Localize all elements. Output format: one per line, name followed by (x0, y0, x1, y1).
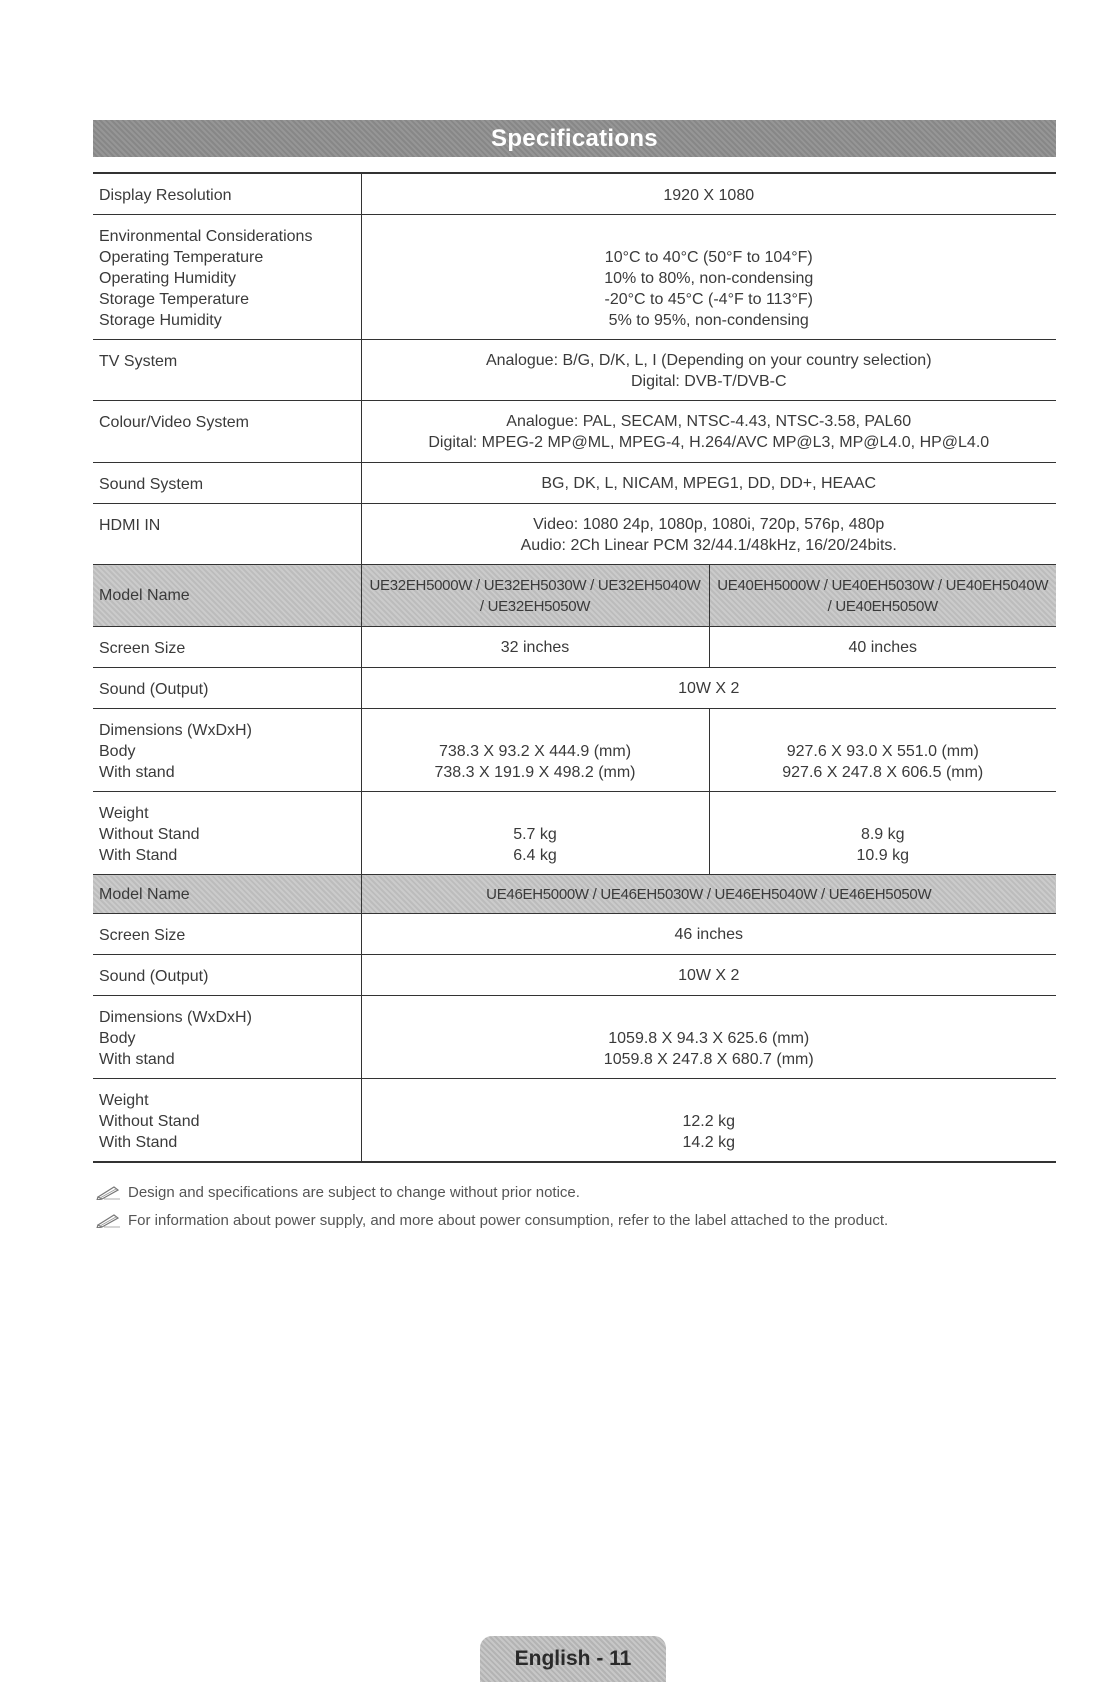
spec-row-display-resolution (93, 173, 1056, 215)
sound-output-value: 10W X 2 (361, 668, 1056, 709)
screen-size-label: Screen Size (93, 914, 361, 955)
model-name-32: UE32EH5000W / UE32EH5030W / UE32EH5040W / UE32EH5050W (361, 565, 709, 627)
dimensions-row-2 (93, 996, 1056, 1079)
spec-row-hdmi-in (93, 504, 1056, 565)
sound-output-label: Sound (Output) (93, 955, 361, 996)
sound-output-label: Sound (Output) (93, 668, 361, 709)
spec-label: Colour/Video System (93, 401, 361, 463)
weight-32: 5.7 kg 6.4 kg (361, 792, 709, 875)
weight-label: Weight Without Stand With Stand (93, 792, 361, 875)
screen-size-label: Screen Size (93, 627, 361, 668)
sound-output-value: 10W X 2 (361, 955, 1056, 996)
screen-size-40: 40 inches (709, 627, 1056, 668)
spec-row-colour-video-system (93, 401, 1056, 463)
spec-label: HDMI IN (93, 504, 361, 565)
spec-value: Analogue: PAL, SECAM, NTSC-4.43, NTSC-3.58, PAL60 Digital: MPEG-2 MP@ML, MPEG-4, H.264/AVC MP@L3, MP@L4.0, HP@L4.0 (361, 401, 1056, 463)
model-name-40: UE40EH5000W / UE40EH5030W / UE40EH5040W / UE40EH5050W (709, 565, 1056, 627)
specifications-table (93, 172, 1056, 1163)
spec-row-tv-system (93, 340, 1056, 401)
weight-40: 8.9 kg 10.9 kg (709, 792, 1056, 875)
model-name-label: Model Name (93, 565, 361, 627)
dimensions-row-1 (93, 709, 1056, 792)
note-text: Design and specifications are subject to change without prior notice. (128, 1183, 580, 1201)
spec-row-sound-system (93, 463, 1056, 504)
note-text: For information about power supply, and more about power consumption, refer to the label attached to the product. (128, 1211, 889, 1229)
note-item (96, 1178, 1056, 1206)
spec-label: TV System (93, 340, 361, 401)
screen-size-46: 46 inches (361, 914, 1056, 955)
dimensions-label: Dimensions (WxDxH) Body With stand (93, 709, 361, 792)
dimensions-label: Dimensions (WxDxH) Body With stand (93, 996, 361, 1079)
weight-row-2 (93, 1079, 1056, 1163)
sound-output-row-2 (93, 955, 1056, 996)
model-name-46: UE46EH5000W / UE46EH5030W / UE46EH5040W / UE46EH5050W (361, 875, 1056, 914)
pencil-note-icon (96, 1212, 122, 1228)
spec-value: 1920 X 1080 (663, 187, 755, 204)
spec-label: Display Resolution (93, 173, 361, 215)
sound-output-row-1 (93, 668, 1056, 709)
screen-size-row-1 (93, 627, 1056, 668)
weight-46: 12.2 kg 14.2 kg (361, 1079, 1056, 1163)
dimensions-32: 738.3 X 93.2 X 444.9 (mm) 738.3 X 191.9 X 498.2 (mm) (361, 709, 709, 792)
spec-value: BG, DK, L, NICAM, MPEG1, DD, DD+, HEAAC (361, 463, 1056, 504)
model-name-row-1 (93, 565, 1056, 627)
screen-size-32: 32 inches (361, 627, 709, 668)
model-name-label: Model Name (93, 875, 361, 914)
page-title: Specifications (491, 124, 658, 152)
page-footer (480, 1636, 666, 1682)
spec-value: Video: 1080 24p, 1080p, 1080i, 720p, 576p, 480p Audio: 2Ch Linear PCM 32/44.1/48kHz, 16/20/24bits. (361, 504, 1056, 565)
pencil-note-icon (96, 1184, 122, 1200)
spec-row-environmental (93, 215, 1056, 340)
page-number: English - 11 (514, 1647, 632, 1670)
note-item (96, 1206, 1056, 1234)
dimensions-40: 927.6 X 93.0 X 551.0 (mm) 927.6 X 247.8 X 606.5 (mm) (709, 709, 1056, 792)
spec-value: Analogue: B/G, D/K, L, I (Depending on your country selection) Digital: DVB-T/DVB-C (361, 340, 1056, 401)
model-name-row-2 (93, 875, 1056, 914)
spec-label: Sound System (93, 463, 361, 504)
notes (96, 1178, 1056, 1234)
specifications-header (93, 120, 1056, 157)
screen-size-row-2 (93, 914, 1056, 955)
weight-row-1 (93, 792, 1056, 875)
weight-label: Weight Without Stand With Stand (93, 1079, 361, 1163)
dimensions-46: 1059.8 X 94.3 X 625.6 (mm) 1059.8 X 247.8 X 680.7 (mm) (361, 996, 1056, 1079)
spec-value: 10°C to 40°C (50°F to 104°F) 10% to 80%, non-condensing -20°C to 45°C (-4°F to 113°F) 5% to 95%, non-condensing (361, 215, 1056, 340)
spec-label: Environmental Considerations Operating Temperature Operating Humidity Storage Temperature Storage Humidity (93, 215, 361, 340)
